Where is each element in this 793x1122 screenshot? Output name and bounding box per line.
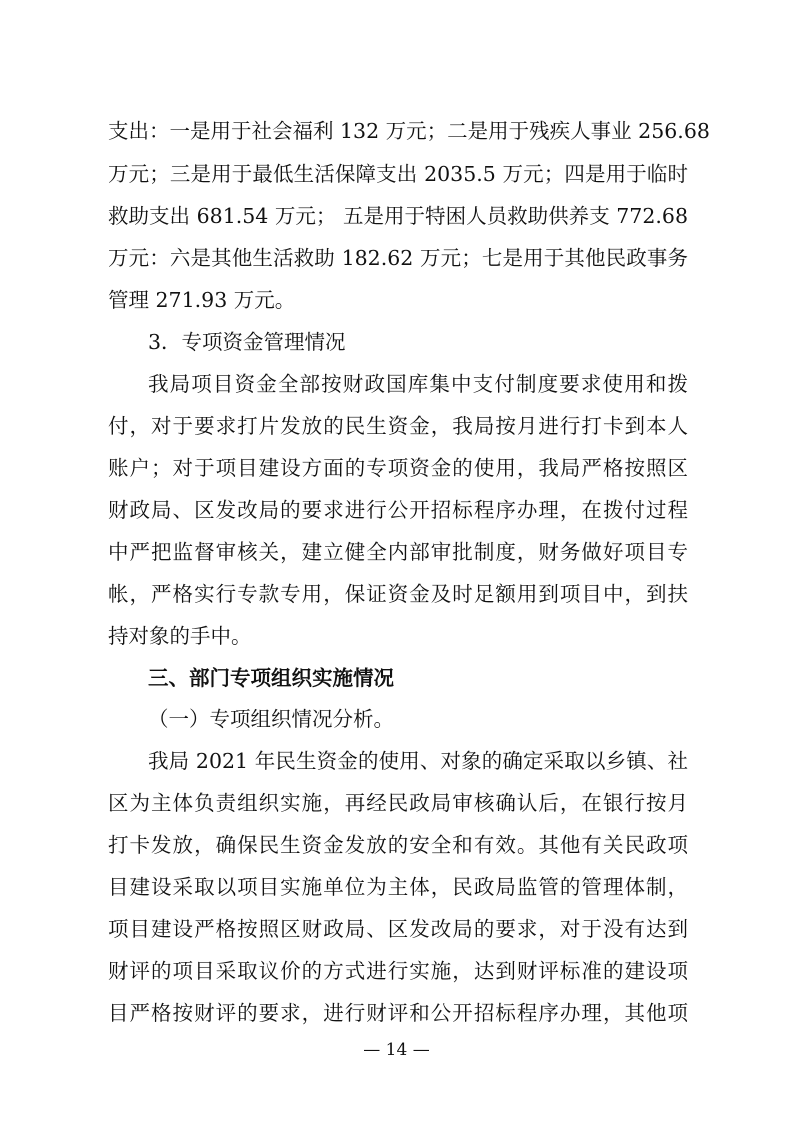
paragraph-line: 救助支出 681.54 万元； 五是用于特困人员救助供养支 772.68 bbox=[108, 204, 688, 228]
section-heading: 三、部门专项组织实施情况 bbox=[148, 666, 394, 690]
paragraph-line: 管理 271.93 万元。 bbox=[108, 288, 296, 312]
section-subheading: 3．专项资金管理情况 bbox=[148, 330, 346, 354]
paragraph-line: 项目建设严格按照区财政局、区发改局的要求，对于没有达到 bbox=[108, 917, 688, 941]
paragraph-line: 我局 2021 年民生资金的使用、对象的确定采取以乡镇、社 bbox=[148, 749, 688, 773]
paragraph-line: 帐，严格实行专款专用，保证资金及时足额用到项目中，到扶 bbox=[108, 582, 688, 606]
paragraph-line: 万元：六是其他生活救助 182.62 万元；七是用于其他民政事务 bbox=[108, 246, 688, 270]
paragraph-line: 我局项目资金全部按财政国库集中支付制度要求使用和拨 bbox=[148, 372, 688, 396]
paragraph-line: 目建设采取以项目实施单位为主体，民政局监管的管理体制， bbox=[108, 875, 688, 899]
paragraph-line: 目严格按财评的要求，进行财评和公开招标程序办理，其他项 bbox=[108, 1001, 688, 1025]
section-subheading: （一）专项组织情况分析。 bbox=[148, 707, 394, 731]
paragraph-line: 财政局、区发改局的要求进行公开招标程序办理，在拨付过程 bbox=[108, 498, 688, 522]
paragraph-line: 持对象的手中。 bbox=[108, 624, 252, 648]
paragraph-line: 打卡发放，确保民生资金发放的安全和有效。其他有关民政项 bbox=[108, 833, 688, 857]
paragraph-line: 支出：一是用于社会福利 132 万元；二是用于残疾人事业 256.68 bbox=[108, 119, 710, 143]
paragraph-line: 万元；三是用于最低生活保障支出 2035.5 万元；四是用于临时 bbox=[108, 162, 688, 186]
paragraph-line: 财评的项目采取议价的方式进行实施，达到财评标准的建设项 bbox=[108, 959, 688, 983]
paragraph-line: 中严把监督审核关，建立健全内部审批制度，财务做好项目专 bbox=[108, 540, 688, 564]
page-number: — 14 — bbox=[363, 1040, 430, 1060]
paragraph-line: 区为主体负责组织实施，再经民政局审核确认后，在银行按月 bbox=[108, 791, 688, 815]
paragraph-line: 付，对于要求打片发放的民生资金，我局按月进行打卡到本人 bbox=[108, 414, 688, 438]
paragraph-line: 账户；对于项目建设方面的专项资金的使用，我局严格按照区 bbox=[108, 456, 688, 480]
